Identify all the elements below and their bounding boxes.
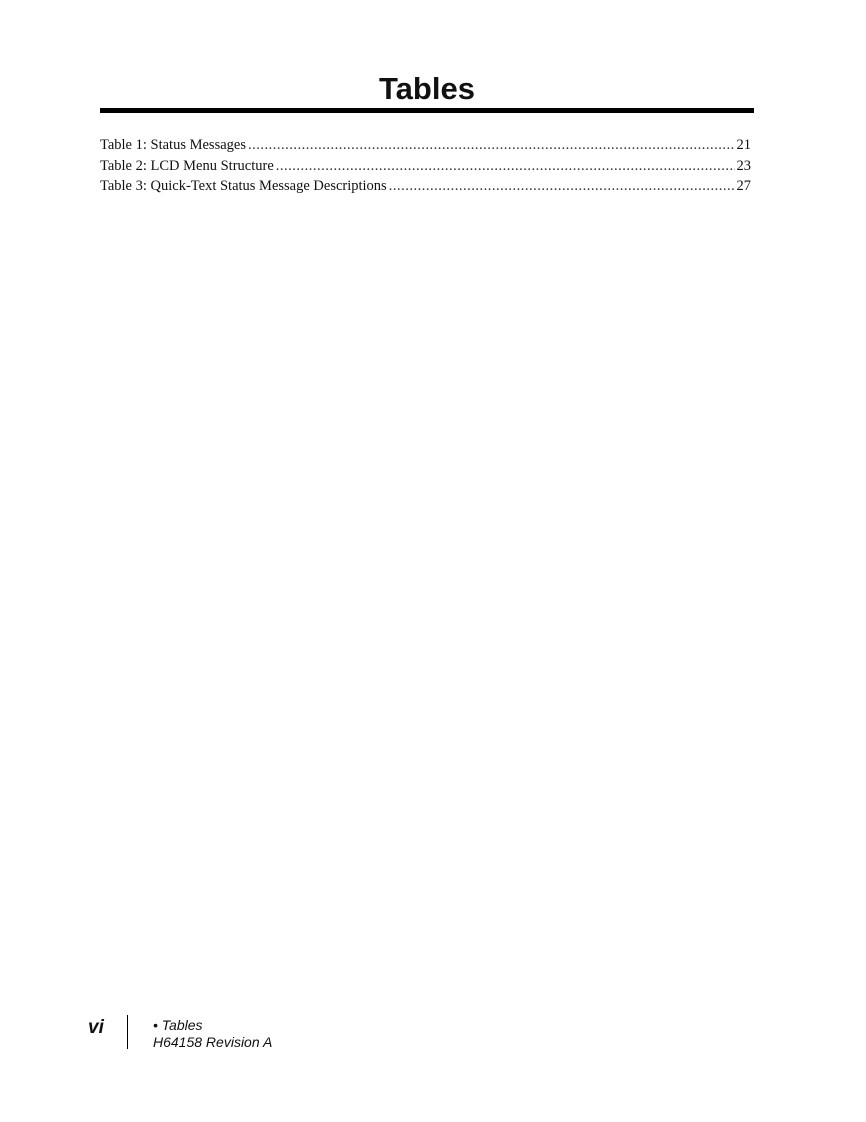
- dot-leader: [389, 176, 735, 197]
- toc-entry-table-3[interactable]: [100, 176, 751, 197]
- footer-divider: [127, 1015, 128, 1049]
- dot-leader: [276, 156, 735, 177]
- footer-section: • Tables: [153, 1017, 203, 1033]
- toc-entry-label: Table 1: Status Messages: [100, 137, 246, 153]
- toc-entry-page: 23: [736, 157, 751, 174]
- dot-leader: [248, 135, 735, 156]
- footer-text: [153, 1017, 272, 1050]
- page-title: Tables: [379, 71, 475, 106]
- toc-entry-table-1[interactable]: [100, 135, 751, 156]
- toc-entry-label: Table 3: Quick-Text Status Message Descriptions: [100, 178, 387, 194]
- table-of-contents: [100, 135, 751, 197]
- toc-entry-page: 27: [736, 178, 751, 194]
- toc-entry-label: Table 2: LCD Menu Structure: [100, 157, 274, 174]
- footer-page-number: vi: [88, 1017, 104, 1038]
- footer-document-id: H64158 Revision A: [153, 1033, 273, 1050]
- toc-entry-page: 21: [736, 137, 751, 153]
- toc-entry-table-2[interactable]: [100, 156, 751, 177]
- title-rule: [100, 108, 754, 113]
